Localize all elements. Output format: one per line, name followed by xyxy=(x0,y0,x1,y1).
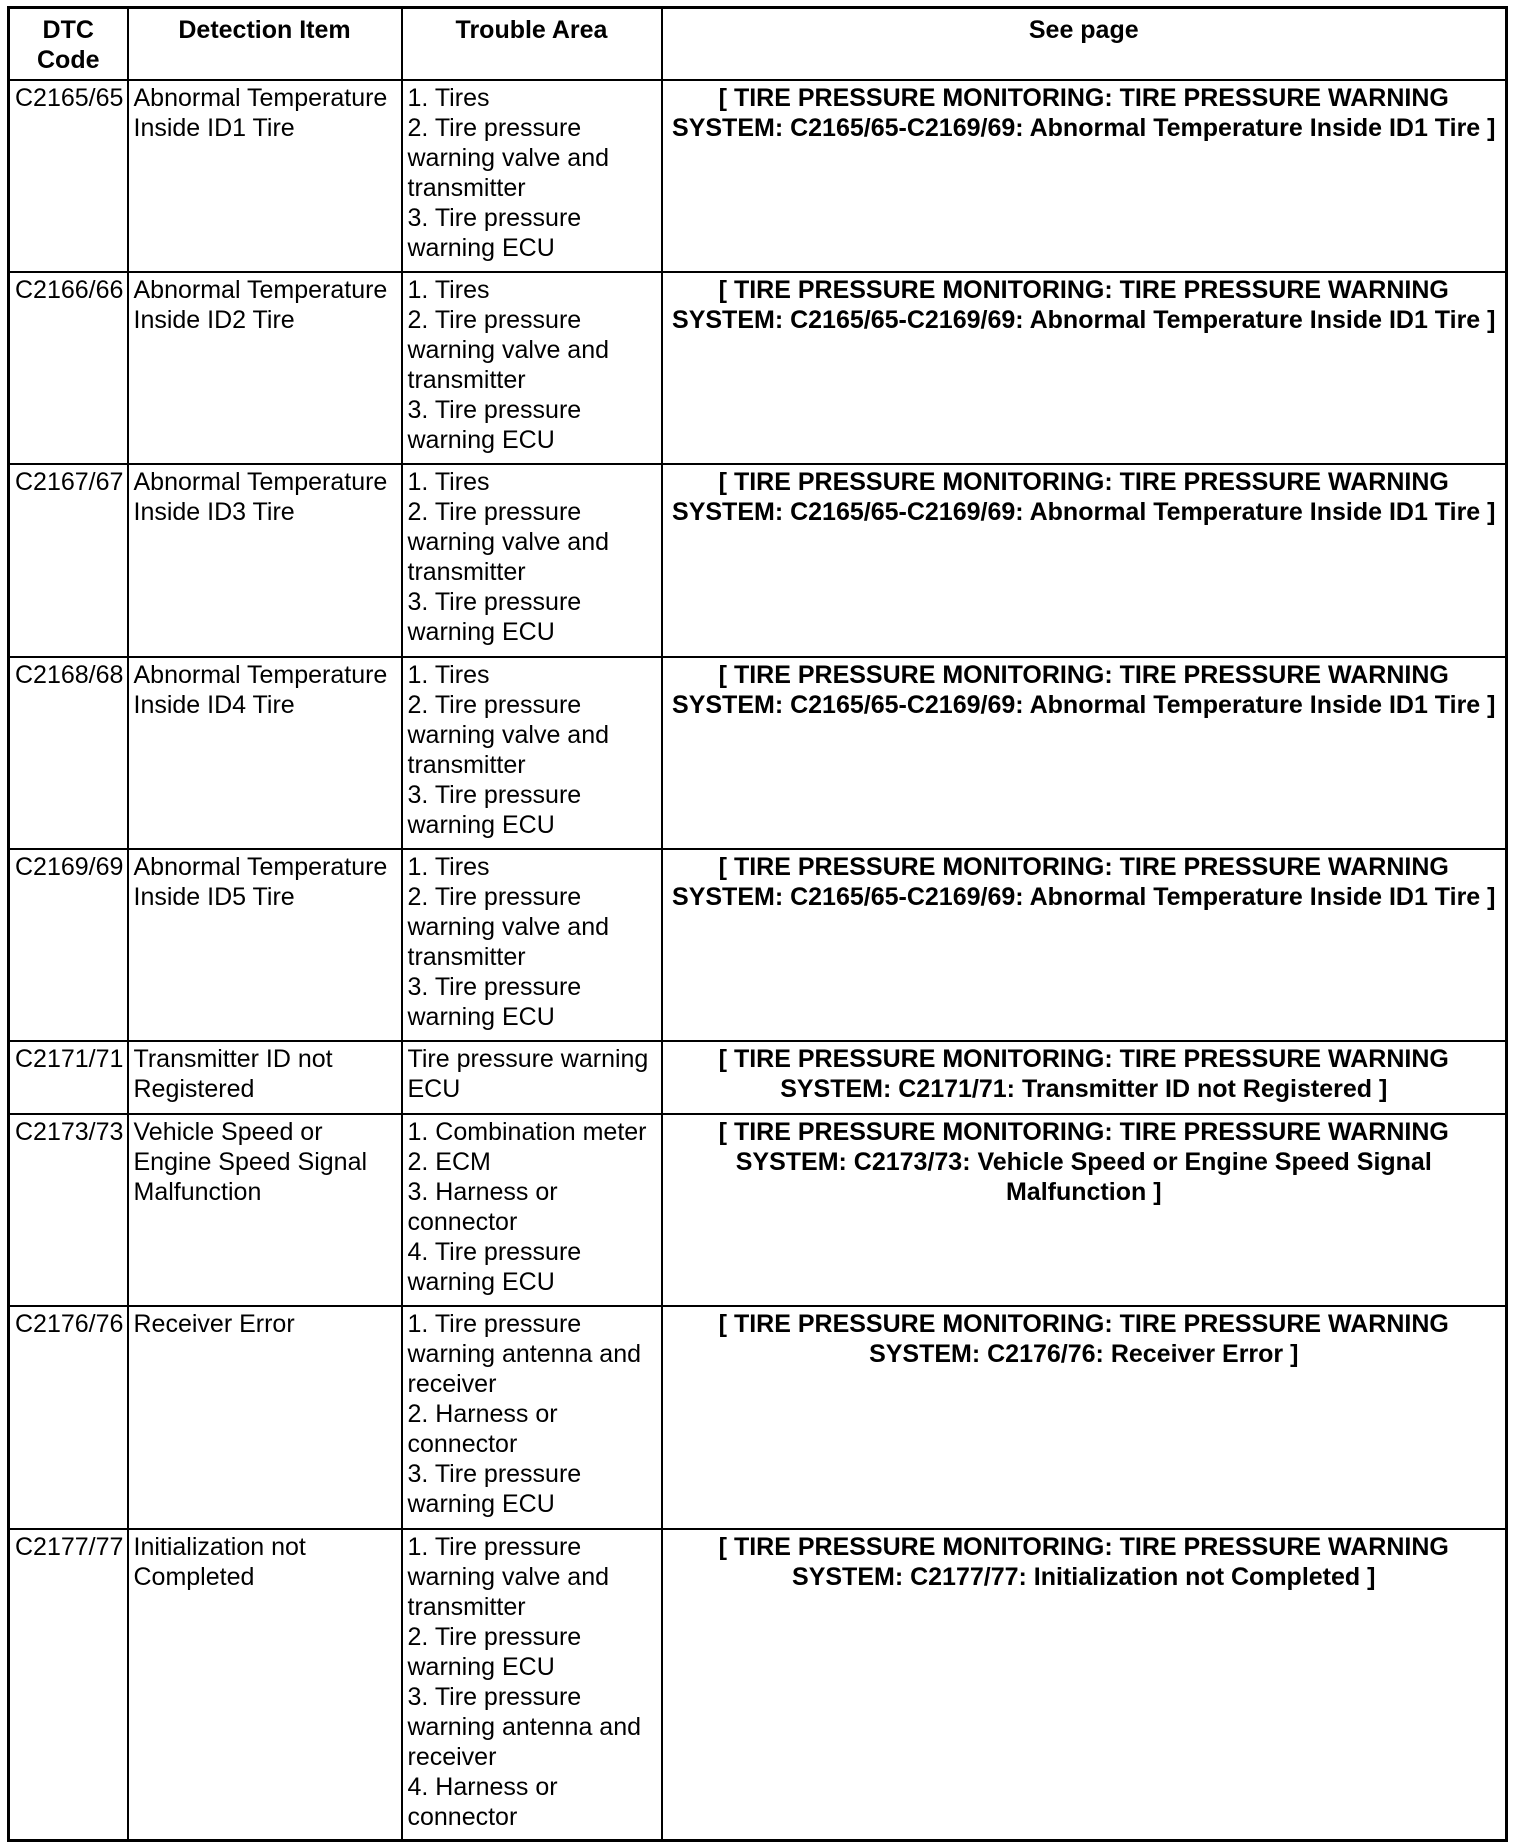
trouble-area-cell xyxy=(402,1306,662,1529)
dtc-code-cell: C2166/66 xyxy=(9,272,128,464)
table-row xyxy=(9,657,1507,849)
header-dtc-code: DTC Code xyxy=(9,8,128,80)
table-row xyxy=(9,464,1507,657)
detection-item-cell: Abnormal Temperature Inside ID4 Tire xyxy=(128,657,402,849)
trouble-area-item: 1. Tires xyxy=(407,83,490,112)
trouble-area-cell xyxy=(402,1114,662,1306)
detection-item-cell: Abnormal Temperature Inside ID2 Tire xyxy=(128,272,402,464)
header-detection-item: Detection Item xyxy=(128,8,402,80)
dtc-code-cell: C2165/65 xyxy=(9,80,128,272)
trouble-area-item: 1. Tires xyxy=(407,467,490,496)
trouble-area-cell xyxy=(402,464,662,657)
trouble-area-item: 1. Tires xyxy=(407,275,490,304)
trouble-area-item: 2. Tire pressure warning valve and transmitter xyxy=(407,113,610,202)
detection-item-cell: Vehicle Speed or Engine Speed Signal Malfunction xyxy=(128,1114,402,1306)
trouble-area-item: 3. Tire pressure warning ECU xyxy=(407,780,582,839)
header-see-page: See page xyxy=(662,8,1507,80)
header-trouble-area: Trouble Area xyxy=(402,8,662,80)
table-header xyxy=(9,8,1507,80)
dtc-code-cell: C2171/71 xyxy=(9,1041,128,1114)
see-page-link[interactable]: [ TIRE PRESSURE MONITORING: TIRE PRESSURE WARNING SYSTEM: C2177/77: Initialization not Completed ] xyxy=(662,1529,1507,1841)
trouble-area-item: 2. Harness or connector xyxy=(407,1399,558,1458)
trouble-area-item: 4. Harness or connector xyxy=(407,1772,558,1831)
trouble-area-item: 2. Tire pressure warning valve and transmitter xyxy=(407,882,610,971)
trouble-area-item: Tire pressure warning ECU xyxy=(407,1044,649,1103)
detection-item-cell: Abnormal Temperature Inside ID3 Tire xyxy=(128,464,402,657)
trouble-area-item: 1. Tire pressure warning valve and transmitter xyxy=(407,1532,610,1621)
trouble-area-item: 3. Harness or connector xyxy=(407,1177,558,1236)
dtc-table xyxy=(7,6,1508,1842)
table-row xyxy=(9,1529,1507,1841)
header-row xyxy=(9,8,1507,80)
see-page-link[interactable]: [ TIRE PRESSURE MONITORING: TIRE PRESSURE WARNING SYSTEM: C2176/76: Receiver Error ] xyxy=(662,1306,1507,1529)
detection-item-cell: Abnormal Temperature Inside ID5 Tire xyxy=(128,849,402,1041)
table-row xyxy=(9,272,1507,464)
see-page-link[interactable]: [ TIRE PRESSURE MONITORING: TIRE PRESSURE WARNING SYSTEM: C2165/65-C2169/69: Abnormal Temperature Inside ID1 Tire ] xyxy=(662,272,1507,464)
trouble-area-cell xyxy=(402,1041,662,1114)
trouble-area-cell xyxy=(402,849,662,1041)
trouble-area-item: 1. Tires xyxy=(407,852,490,881)
see-page-link[interactable]: [ TIRE PRESSURE MONITORING: TIRE PRESSURE WARNING SYSTEM: C2165/65-C2169/69: Abnormal Temperature Inside ID1 Tire ] xyxy=(662,657,1507,849)
trouble-area-item: 3. Tire pressure warning ECU xyxy=(407,1459,582,1518)
dtc-code-cell: C2169/69 xyxy=(9,849,128,1041)
detection-item-cell: Transmitter ID not Registered xyxy=(128,1041,402,1114)
trouble-area-item: 4. Tire pressure warning ECU xyxy=(407,1237,582,1296)
trouble-area-item: 2. Tire pressure warning valve and transmitter xyxy=(407,497,610,586)
trouble-area-cell xyxy=(402,80,662,272)
trouble-area-item: 2. Tire pressure warning ECU xyxy=(407,1622,582,1681)
see-page-link[interactable]: [ TIRE PRESSURE MONITORING: TIRE PRESSURE WARNING SYSTEM: C2171/71: Transmitter ID not Registered ] xyxy=(662,1041,1507,1114)
detection-item-cell: Initialization not Completed xyxy=(128,1529,402,1841)
trouble-area-item: 3. Tire pressure warning ECU xyxy=(407,395,582,454)
trouble-area-cell xyxy=(402,657,662,849)
detection-item-cell: Abnormal Temperature Inside ID1 Tire xyxy=(128,80,402,272)
dtc-code-cell: C2173/73 xyxy=(9,1114,128,1306)
dtc-code-cell: C2177/77 xyxy=(9,1529,128,1841)
trouble-area-item: 2. Tire pressure warning valve and transmitter xyxy=(407,305,610,394)
trouble-area-item: 2. Tire pressure warning valve and transmitter xyxy=(407,690,610,779)
table-row xyxy=(9,849,1507,1041)
table-row xyxy=(9,1306,1507,1529)
see-page-link[interactable]: [ TIRE PRESSURE MONITORING: TIRE PRESSURE WARNING SYSTEM: C2165/65-C2169/69: Abnormal Temperature Inside ID1 Tire ] xyxy=(662,849,1507,1041)
trouble-area-cell xyxy=(402,272,662,464)
dtc-code-cell: C2176/76 xyxy=(9,1306,128,1529)
trouble-area-item: 3. Tire pressure warning ECU xyxy=(407,203,582,262)
trouble-area-item: 2. ECM xyxy=(407,1147,491,1176)
dtc-code-cell: C2168/68 xyxy=(9,657,128,849)
trouble-area-item: 1. Tire pressure warning antenna and receiver xyxy=(407,1309,642,1398)
trouble-area-item: 3. Tire pressure warning ECU xyxy=(407,972,582,1031)
trouble-area-item: 3. Tire pressure warning antenna and receiver xyxy=(407,1682,642,1771)
trouble-area-item: 3. Tire pressure warning ECU xyxy=(407,587,582,646)
table-row xyxy=(9,1114,1507,1306)
table-body xyxy=(9,80,1507,1841)
dtc-code-cell: C2167/67 xyxy=(9,464,128,657)
see-page-link[interactable]: [ TIRE PRESSURE MONITORING: TIRE PRESSURE WARNING SYSTEM: C2165/65-C2169/69: Abnormal Temperature Inside ID1 Tire ] xyxy=(662,464,1507,657)
see-page-link[interactable]: [ TIRE PRESSURE MONITORING: TIRE PRESSURE WARNING SYSTEM: C2173/73: Vehicle Speed or Engine Speed Signal Malfunction ] xyxy=(662,1114,1507,1306)
table-row xyxy=(9,80,1507,272)
table-row xyxy=(9,1041,1507,1114)
see-page-link[interactable]: [ TIRE PRESSURE MONITORING: TIRE PRESSURE WARNING SYSTEM: C2165/65-C2169/69: Abnormal Temperature Inside ID1 Tire ] xyxy=(662,80,1507,272)
trouble-area-item: 1. Combination meter xyxy=(407,1117,647,1146)
trouble-area-item: 1. Tires xyxy=(407,660,490,689)
trouble-area-cell xyxy=(402,1529,662,1841)
detection-item-cell: Receiver Error xyxy=(128,1306,402,1529)
